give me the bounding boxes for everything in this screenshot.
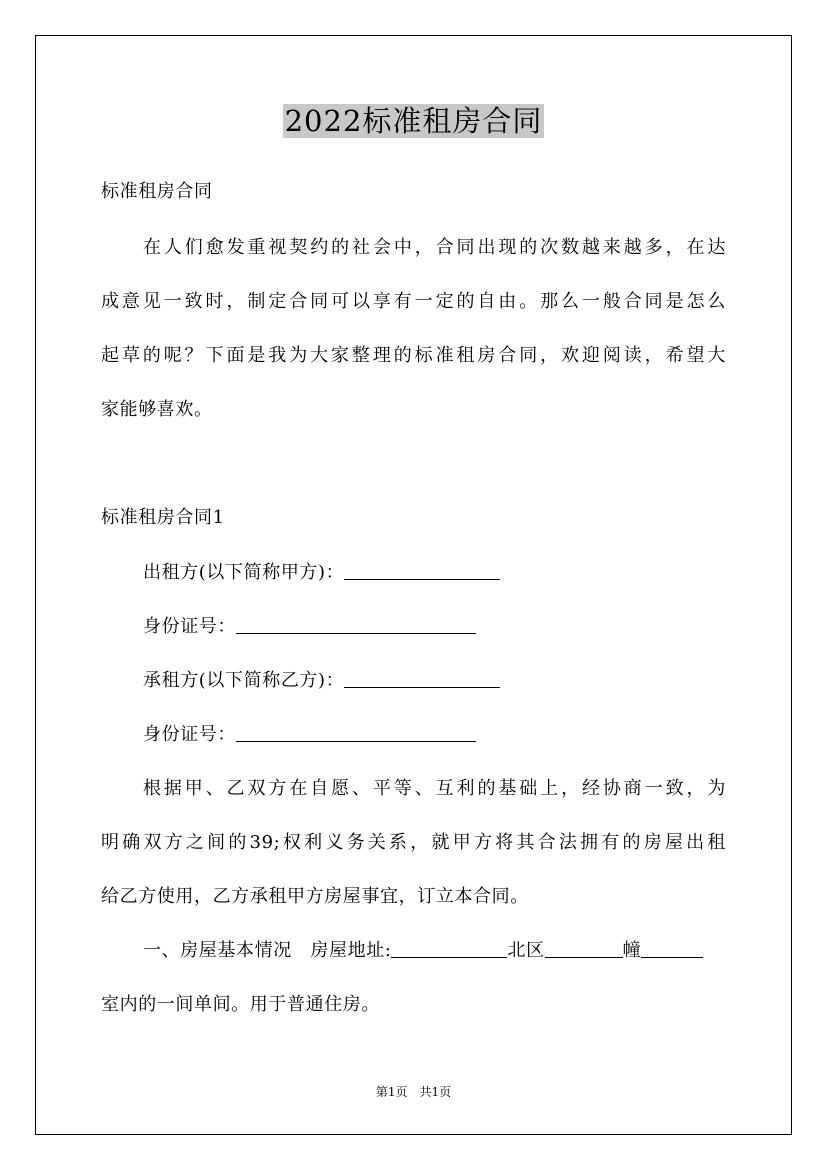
document-heading: 标准租房合同 <box>101 181 213 202</box>
intro-line-2: 成意见一致时，制定合同可以享有一定的自由。那么一般合同是怎么 <box>101 291 726 312</box>
party-b-id-label: 身份证号： <box>143 724 236 745</box>
clause-1-label: 一、房屋基本情况 房屋地址: <box>143 940 392 961</box>
intro-line-3: 起草的呢？下面是我为大家整理的标准租房合同，欢迎阅读，希望大 <box>101 345 726 366</box>
party-a-label: 出租方(以下简称甲方)： <box>143 562 345 583</box>
address-blank[interactable] <box>391 939 507 958</box>
party-a-id-blank[interactable] <box>236 615 476 634</box>
clause-1-building: 幢 <box>622 940 642 961</box>
document-title <box>0 100 827 142</box>
basis-line-2: 明确双方之间的39;权利义务关系，就甲方将其合法拥有的房屋出租 <box>101 832 726 853</box>
page-footer: 第1页 共1页 <box>375 1085 452 1099</box>
party-b-row <box>143 669 726 693</box>
party-a-id-label: 身份证号： <box>143 616 236 637</box>
basis-line-1: 根据甲、乙双方在自愿、平等、互利的基础上，经协商一致，为 <box>143 778 726 799</box>
basis-line-3: 给乙方使用，乙方承租甲方房屋事宜，订立本合同。 <box>101 886 529 907</box>
north-blank[interactable] <box>545 939 623 958</box>
party-a-id-row <box>143 615 726 639</box>
clause-1-line-2: 室内的一间单间。用于普通住房。 <box>101 994 380 1015</box>
intro-line-1: 在人们愈发重视契约的社会中，合同出现的次数越来越多，在达 <box>143 237 726 258</box>
party-b-id-row <box>143 723 726 747</box>
party-a-blank[interactable] <box>344 561 500 580</box>
section-title: 标准租房合同1 <box>101 507 225 528</box>
party-b-id-blank[interactable] <box>236 723 476 742</box>
party-b-label: 承租方(以下简称乙方)： <box>143 670 345 691</box>
clause-1-north: 北区 <box>507 940 545 961</box>
intro-line-4: 家能够喜欢。 <box>101 399 213 420</box>
party-b-blank[interactable] <box>344 669 500 688</box>
document-title-text: 2022标准租房合同 <box>284 104 543 138</box>
building-blank[interactable] <box>641 939 703 958</box>
party-a-row <box>143 561 726 585</box>
clause-1-row <box>143 939 726 963</box>
